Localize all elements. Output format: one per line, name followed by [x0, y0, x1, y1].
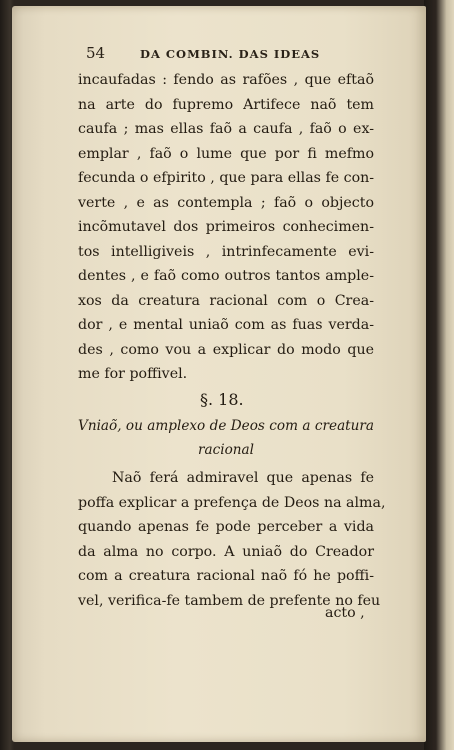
page-number: 54 — [86, 44, 106, 62]
catchword: acto , — [325, 605, 365, 621]
text-line: emplar , faõ o lume que por fi mefmo — [78, 145, 374, 162]
text-line: incaufadas : fendo as rafões , que eftaõ — [78, 72, 374, 88]
text-line: dor , e mental uniaõ com as fuas verda- — [78, 317, 374, 333]
paragraph-2 — [78, 466, 386, 613]
text-line: na arte do fupremo Artifece naõ tem — [78, 96, 374, 113]
text-line: incõmutavel dos primeiros conhecimen- — [78, 219, 374, 235]
text-line: com a creatura racional naõ fó he poffi- — [78, 568, 374, 584]
text-line: quando apenas fe pode perceber a vida — [78, 519, 374, 535]
text-line: me for poffivel. — [78, 366, 188, 382]
text-line: poffa explicar a prefença de Deos na alma, — [78, 494, 386, 511]
text-line: xos da creatura racional com o Crea- — [78, 292, 374, 309]
section-title-line: Vniaõ, ou amplexo de Deos com a creatura — [78, 418, 374, 434]
next-page-edge — [424, 0, 454, 750]
text-line: fecunda o efpirito , que para ellas fe con- — [78, 170, 375, 186]
text-line: caufa ; mas ellas faõ a caufa , faõ o ex- — [78, 121, 374, 137]
text-line: des , como vou a explicar do modo que — [78, 341, 374, 358]
text-line: vel, verifica-fe tambem de prefente no feu — [78, 592, 381, 609]
text-line: verte , e as contempla ; faõ o objecto — [78, 194, 374, 211]
text-line: dentes , e faõ como outros tantos ample- — [78, 268, 374, 284]
text-line: Naõ ferá admiravel que apenas fe — [112, 470, 374, 486]
running-title: DA COMBIN. DAS IDEAS — [140, 47, 321, 61]
page-header — [86, 44, 386, 66]
text-line: da alma no corpo. A uniaõ do Creador — [78, 543, 374, 560]
paragraph-1 — [78, 68, 374, 387]
section-title-line: racional — [198, 442, 254, 458]
section-number: §. 18. — [200, 390, 244, 409]
text-line: tos intelligiveis , intrinfecamente evi- — [78, 243, 374, 260]
